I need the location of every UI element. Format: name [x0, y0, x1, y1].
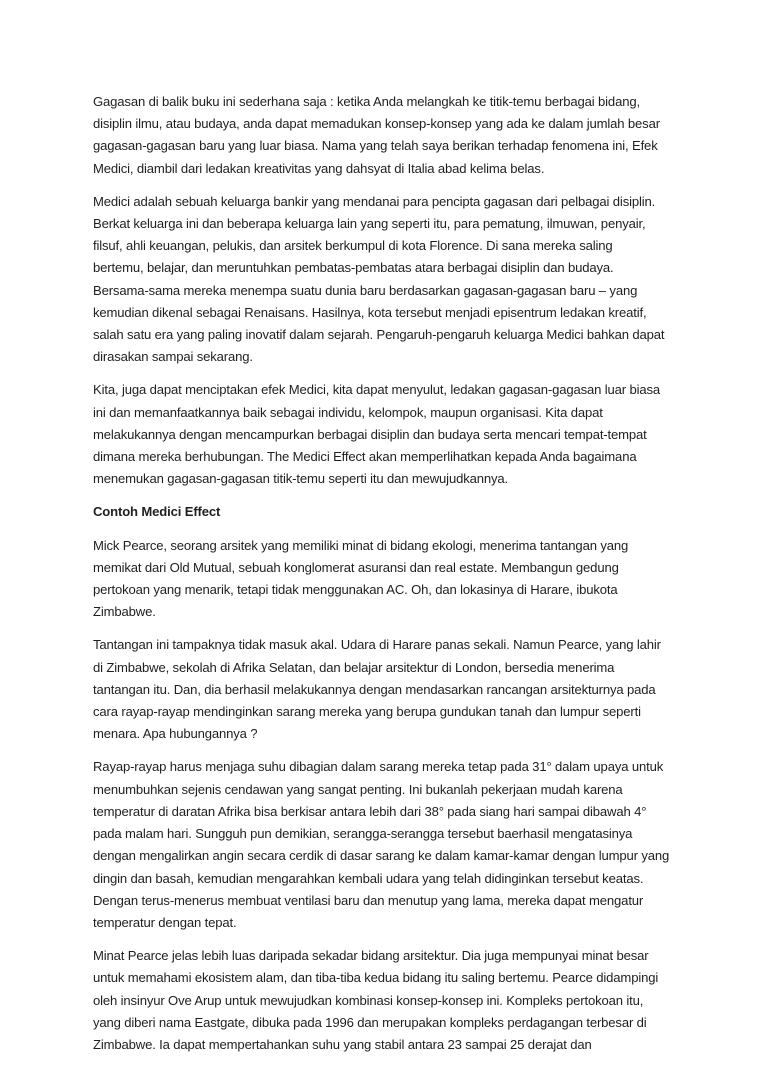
intro-paragraph-1: Gagasan di balik buku ini sederhana saja : ketika Anda melangkah ke titik-temu berbagai bidang, disiplin ilmu, atau budaya, anda dapat memadukan konsep-konsep yang ada ke dalam jumlah besar gagasan-gagasan baru yang luar biasa. Nama yang telah saya berikan terhadap fenomena ini, Efek Medici, diambil dari ledakan kreativitas yang dahsyat di Italia abad kelima belas. [93, 94, 660, 176]
example-paragraph-4: Minat Pearce jelas lebih luas daripada sekadar bidang arsitektur. Dia juga mempunyai minat besar untuk memahami ekosistem alam, dan tiba-tiba kedua bidang itu saling bertemu. Pearce didampingi oleh insinyur Ove Arup untuk mewujudkan kombinasi konsep-konsep ini. Kompleks pertokoan itu, yang diberi nama Eastgate, dibuka pada 1996 dan merupakan kompleks perdagangan terbesar di Zimbabwe. Ia dapat mempertahankan suhu yang stabil antara 23 sampai 25 derajat dan [93, 948, 659, 1052]
intro-paragraph-2: Medici adalah sebuah keluarga bankir yang mendanai para pencipta gagasan dari pelbagai disiplin. Berkat keluarga ini dan beberapa keluarga lain yang seperti itu, para pematung, ilmuwan, penyair, filsuf, ahli keuangan, pelukis, dan arsitek berkumpul di kota Florence. Di sana mereka saling bertemu, belajar, dan meruntuhkan pembatas-pembatas atara berbagai disiplin dan budaya. Bersama-sama mereka menempa suatu dunia baru berdasarkan gagasan-gagasan baru – yang kemudian dikenal sebagai Renaisans. Hasilnya, kota tersebut menjadi episentrum ledakan kreatif, salah satu era yang paling inovatif dalam sejarah. Pengaruh-pengaruh keluarga Medici bahkan dapat dirasakan sampai sekarang. [93, 193, 665, 365]
example-paragraph-1: Mick Pearce, seorang arsitek yang memiliki minat di bidang ekologi, menerima tantangan yang memikat dari Old Mutual, sebuah konglomerat asuransi dan real estate. Membangun gedung pertokoan yang menarik, tetapi tidak menggunakan AC. Oh, dan lokasinya di Harare, ibukota Zimbabwe. [93, 537, 629, 620]
section-heading: Contoh Medici Effect [93, 504, 221, 520]
example-paragraph-3: Rayap-rayap harus menjaga suhu dibagian dalam sarang mereka tetap pada 31° dalam upaya untuk menumbuhkan sejenis cendawan yang sangat penting. Ini bukanlah pekerjaan mudah karena temperatur di daratan Afrika bisa berkisar antara lebih dari 38° pada siang hari sampai dibawah 4° pada malam hari. Sungguh pun demikian, serangga-serangga tersebut baerhasil mengatasinya dengan mengalirkan angin secara cerdik di dasar sarang ke dalam kamar-kamar dengan lumpur yang dingin dan basah, kemudian mengarahkan kembali udara yang telah didinginkan tersebut keatas. Dengan terus-menerus membuat ventilasi baru dan menutup yang lama, mereka dapat mengatur temperatur dengan tepat. [93, 759, 670, 930]
document-body [93, 91, 693, 1067]
example-paragraph-2: Tantangan ini tampaknya tidak masuk akal. Udara di Harare panas sekali. Namun Pearce, yang lahir di Zimbabwe, sekolah di Afrika Selatan, dan belajar arsitektur di London, bersedia menerima tantangan itu. Dan, dia berhasil melakukannya dengan mendasarkan rancangan arsitekturnya pada cara rayap-rayap mendinginkan sarang mereka yang berupa gundukan tanah dan lumpur seperti menara. Apa hubungannya ? [93, 637, 661, 742]
intro-paragraph-3: Kita, juga dapat menciptakan efek Medici, kita dapat menyulut, ledakan gagasan-gagasan luar biasa ini dan memanfaatkannya baik sebagai individu, kelompok, maupun organisasi. Kita dapat melakukannya dengan mencampurkan berbagai disiplin dan budaya serta mencari tempat-tempat dimana mereka berhubungan. The Medici Effect akan memperlihatkan kepada Anda bagaimana menemukan gagasan-gagasan titik-temu seperti itu dan mewujudkannya. [93, 382, 661, 487]
